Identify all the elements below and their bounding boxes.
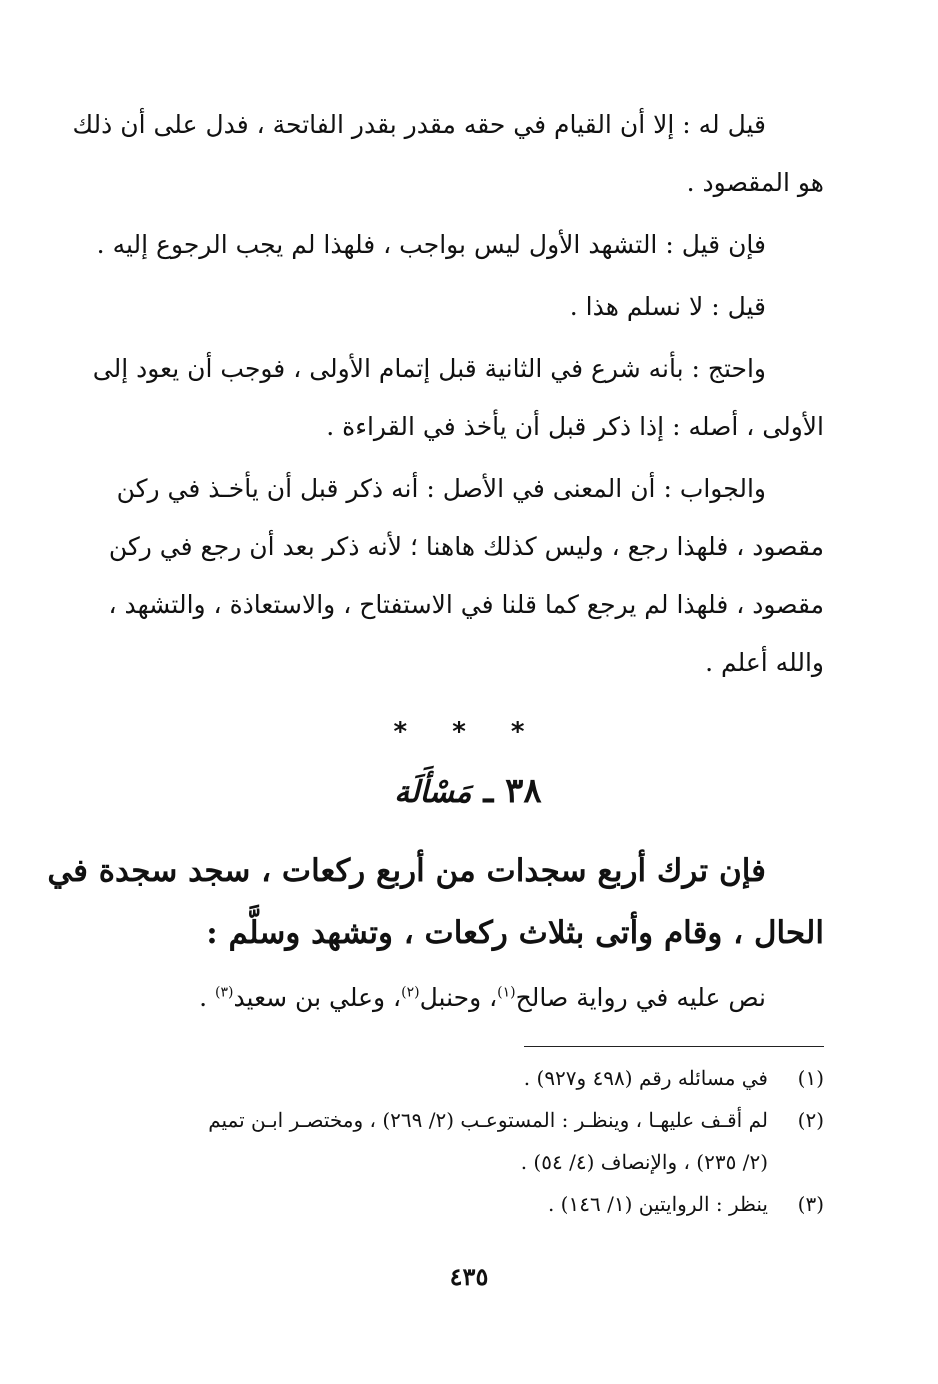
footnote-item <box>112 1183 824 1225</box>
masala-statement <box>47 840 824 964</box>
text-line: والله أعلم . <box>705 648 824 677</box>
source-text: نص عليه في رواية صالح <box>515 983 766 1012</box>
footnote-line: (٢/ ٢٣٥) ، والإنصاف (٤/ ٥٤) . <box>520 1150 768 1174</box>
masala-heading <box>112 760 824 824</box>
footnote-ref[interactable]: (٢) <box>401 984 420 1001</box>
text-line: الأولى ، أصله : إذا ذكر قبل أن يأخذ في القراءة . <box>326 412 824 441</box>
text-line: قيل : لا نسلم هذا . <box>569 292 766 321</box>
footnote-text <box>112 1099 768 1183</box>
text-line: واحتج : بأنه شرع في الثانية قبل إتمام الأولى ، فوجب أن يعود إلى <box>92 354 766 383</box>
masala-word: مَسْأَلَة <box>394 775 472 810</box>
footnote-item <box>112 1057 824 1099</box>
paragraph-3 <box>112 278 824 336</box>
footnote-ref[interactable]: (٣) <box>214 984 234 1001</box>
source-text: ، وحنبل <box>419 983 498 1012</box>
source-text: ، وعلي بن سعيد <box>233 983 402 1012</box>
page-body <box>47 96 824 1225</box>
text-line: فإن ترك أربع سجدات من أربع ركعات ، سجد سجدة في <box>47 853 766 889</box>
footnotes <box>112 1057 824 1225</box>
footnote-ref[interactable]: (١) <box>497 984 516 1001</box>
paragraph-5 <box>108 460 824 692</box>
footnote-item <box>112 1099 824 1183</box>
text-line: الحال ، وقام وأتى بثلاث ركعات ، وتشهد وسلَّم : <box>206 915 824 951</box>
text-line: مقصود ، فلهذا رجع ، وليس كذلك هاهنا ؛ لأنه ذكر بعد أن رجع في ركن <box>108 532 824 561</box>
source-text: . <box>199 983 215 1012</box>
footnote-text <box>112 1057 768 1099</box>
text-line: مقصود ، فلهذا لم يرجع كما قلنا في الاستفتاح ، والاستعاذة ، والتشهد ، <box>108 590 824 619</box>
text-line: فإن قيل : التشهد الأول ليس بواجب ، فلهذا لم يجب الرجوع إليه . <box>96 230 766 259</box>
text-line: هو المقصود . <box>686 168 824 197</box>
paragraph-4 <box>92 340 824 456</box>
text-line: قيل له : إلا أن القيام في حقه مقدر بقدر الفاتحة ، فدل على أن ذلك <box>72 110 766 139</box>
paragraph-1 <box>72 96 824 212</box>
source-line <box>112 970 824 1026</box>
footnote-number: (١) <box>797 1066 824 1090</box>
page-number: ٤٣٥ <box>449 1262 489 1291</box>
footnote-number: (٣) <box>797 1192 824 1216</box>
footnote-line: ينظر : الروايتين (١/ ١٤٦) . <box>547 1192 768 1216</box>
masala-number: ٣٨ ـ <box>483 771 542 811</box>
footnote-line: لم أقـف عليهـا ، وينظـر : المستوعـب (٢/ ٢٦٩) ، ومختصـر ابـن تميم <box>208 1108 768 1132</box>
text-line: والجواب : أن المعنى في الأصل : أنه ذكر قبل أن يأخـذ في ركن <box>116 474 766 503</box>
footnote-line: في مسائله رقم (٤٩٨ و٩٢٧) . <box>523 1066 768 1090</box>
footnote-text <box>112 1183 768 1225</box>
paragraph-2 <box>96 216 824 274</box>
section-separator: * * * <box>393 717 543 747</box>
footnote-divider <box>524 1046 824 1047</box>
footnote-number: (٢) <box>797 1108 824 1132</box>
